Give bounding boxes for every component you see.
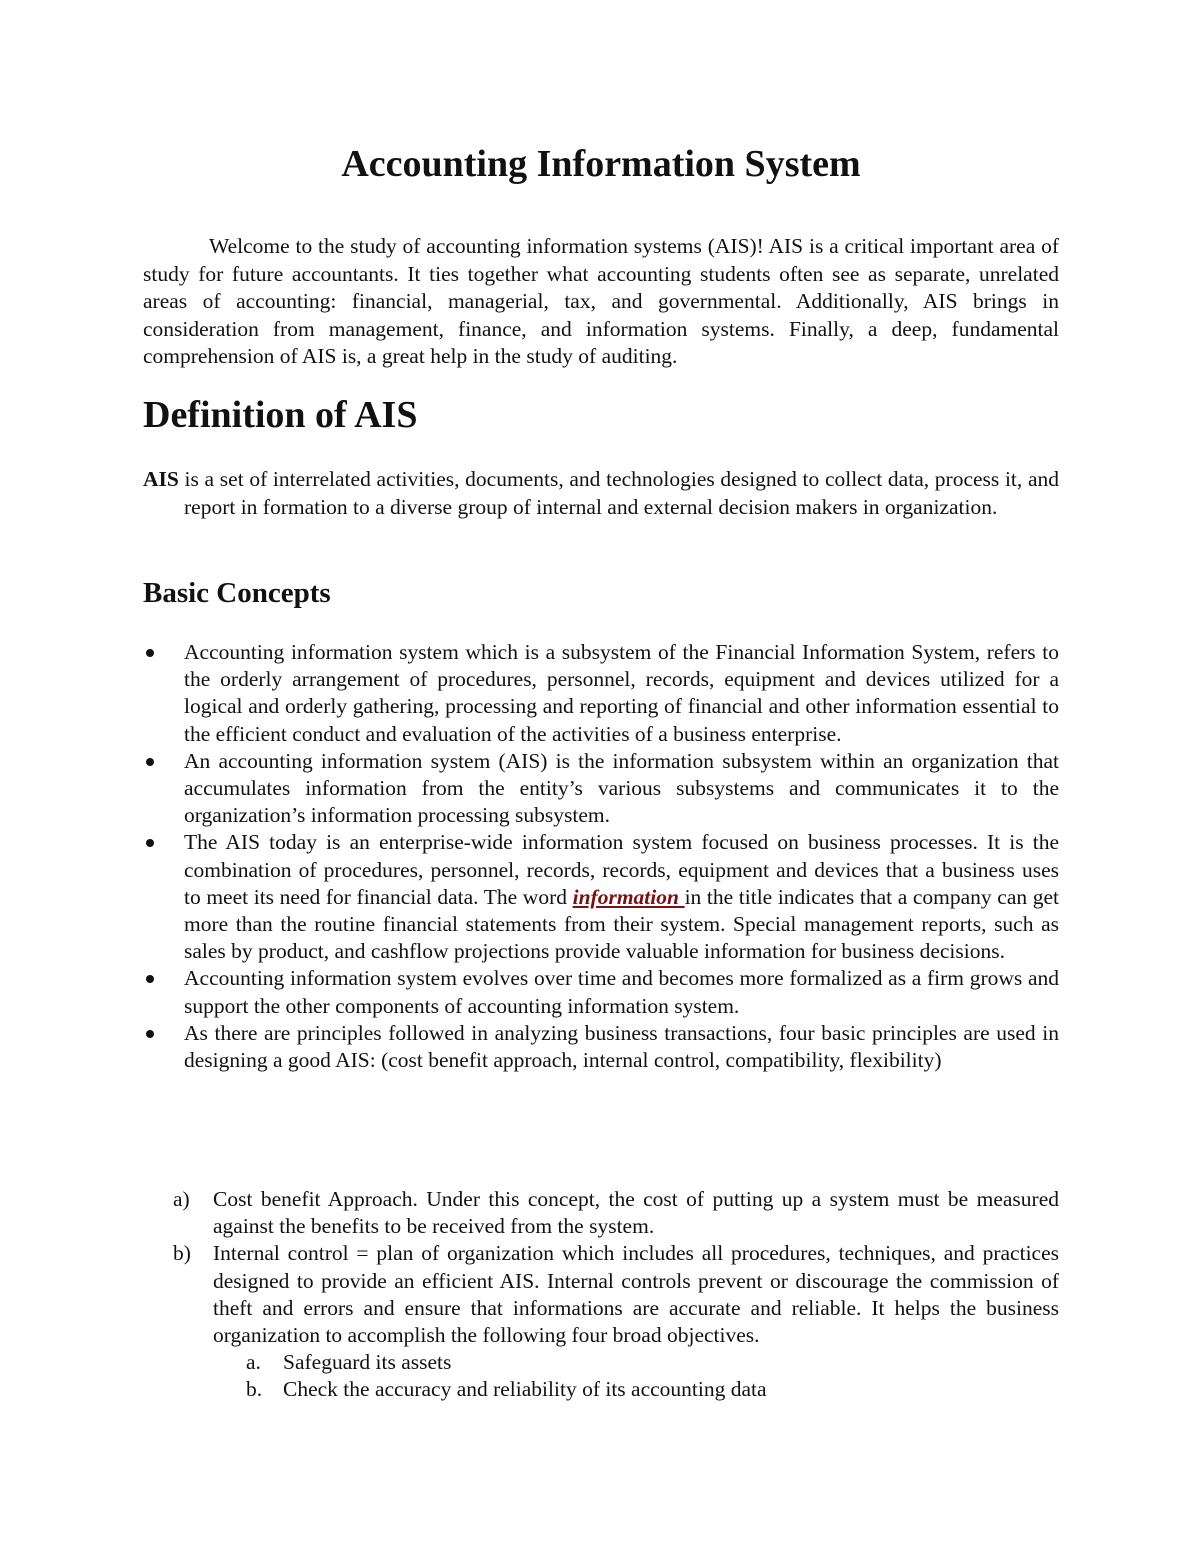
- principle-marker: a): [173, 1187, 190, 1211]
- list-item-text: The AIS today is an enterprise-wide information system focused on business processes. It is the combination of procedures, personnel, records, records, equipment and devices that a business uses to meet its need for financial data. The word: [184, 830, 1059, 909]
- objective-item: [213, 1349, 1059, 1376]
- definition-paragraph: [143, 466, 1059, 521]
- list-item-text: in the title indicates that a company can get more than the routine financial statements from their system. Special management reports, such as sales by product, and cashflow projections provide valuable information for business decisions.: [184, 884, 1059, 964]
- objective-item: [213, 1376, 1059, 1403]
- bullet-icon: [146, 758, 154, 766]
- list-item: [143, 748, 1059, 830]
- list-item: [143, 965, 1059, 1019]
- principles-list: [143, 1186, 1059, 1404]
- objective-text: Check the accuracy and reliability of its accounting data: [283, 1377, 767, 1402]
- principle-item: [143, 1186, 1059, 1240]
- objective-marker: b.: [246, 1377, 263, 1402]
- basic-concepts-list: [143, 639, 1059, 1074]
- definition-heading: Definition of AIS: [143, 394, 418, 436]
- list-item-text: Accounting information system which is a subsystem of the Financial Information System, refers to the orderly arrangement of procedures, personnel, records, equipment and devices utilized for a logical and orderly gathering, processing and reporting of financial and other information essential to the efficient conduct and evaluation of the activities of a business enterprise.: [184, 640, 1059, 746]
- list-item-text: An accounting information system (AIS) is the information subsystem within an organization that accumulates information from the entity’s various subsystems and communicates it to the organization’s information processing subsystem.: [184, 748, 1059, 828]
- principle-text: Internal control = plan of organization which includes all procedures, techniques, and practices designed to provide an efficient AIS. Internal controls prevent or discourage the commission of theft and errors and ensure that informations are accurate and reliable. It helps the business organization to accomplish the following four broad objectives.: [213, 1241, 1059, 1348]
- objectives-list: [213, 1349, 1059, 1403]
- bullet-icon: [146, 975, 154, 983]
- list-item-text: As there are principles followed in analyzing business transactions, four basic principles are used in designing a good AIS: (cost benefit approach, internal control, compatibility, flexibility): [184, 1020, 1059, 1073]
- document-title: Accounting Information System: [341, 143, 861, 185]
- intro-paragraph: Welcome to the study of accounting information systems (AIS)! AIS is a critical important area of study for future accountants. It ties together what accounting students often see as separate, unrelated areas of accounting: financial, managerial, tax, and governmental. Additionally, AIS brings in consideration from management, finance, and information systems. Finally, a deep, fundamental comprehension of AIS is, a great help in the study of auditing.: [143, 234, 1059, 368]
- principle-text: Cost benefit Approach. Under this concept, the cost of putting up a system must be measured against the benefits to be received from the system.: [213, 1187, 1059, 1239]
- list-item: [143, 829, 1059, 965]
- bullet-icon: [146, 649, 154, 657]
- basic-concepts-heading: Basic Concepts: [143, 577, 331, 609]
- list-item: [143, 1020, 1059, 1074]
- definition-text: is a set of interrelated activities, documents, and technologies designed to collect data, process it, and report in formation to a diverse group of internal and external decision makers in organization.: [178, 467, 1059, 519]
- principle-item: [143, 1240, 1059, 1403]
- list-item: [143, 639, 1059, 748]
- keyword-information: information: [572, 884, 685, 909]
- list-item-text: Accounting information system evolves over time and becomes more formalized as a firm grows and support the other components of accounting information system.: [184, 966, 1059, 1018]
- principle-marker: b): [173, 1241, 191, 1266]
- objective-text: Safeguard its assets: [283, 1350, 452, 1375]
- objective-marker: a.: [246, 1350, 261, 1375]
- bullet-icon: [146, 1030, 154, 1038]
- definition-term: AIS: [143, 467, 179, 491]
- bullet-icon: [146, 839, 154, 847]
